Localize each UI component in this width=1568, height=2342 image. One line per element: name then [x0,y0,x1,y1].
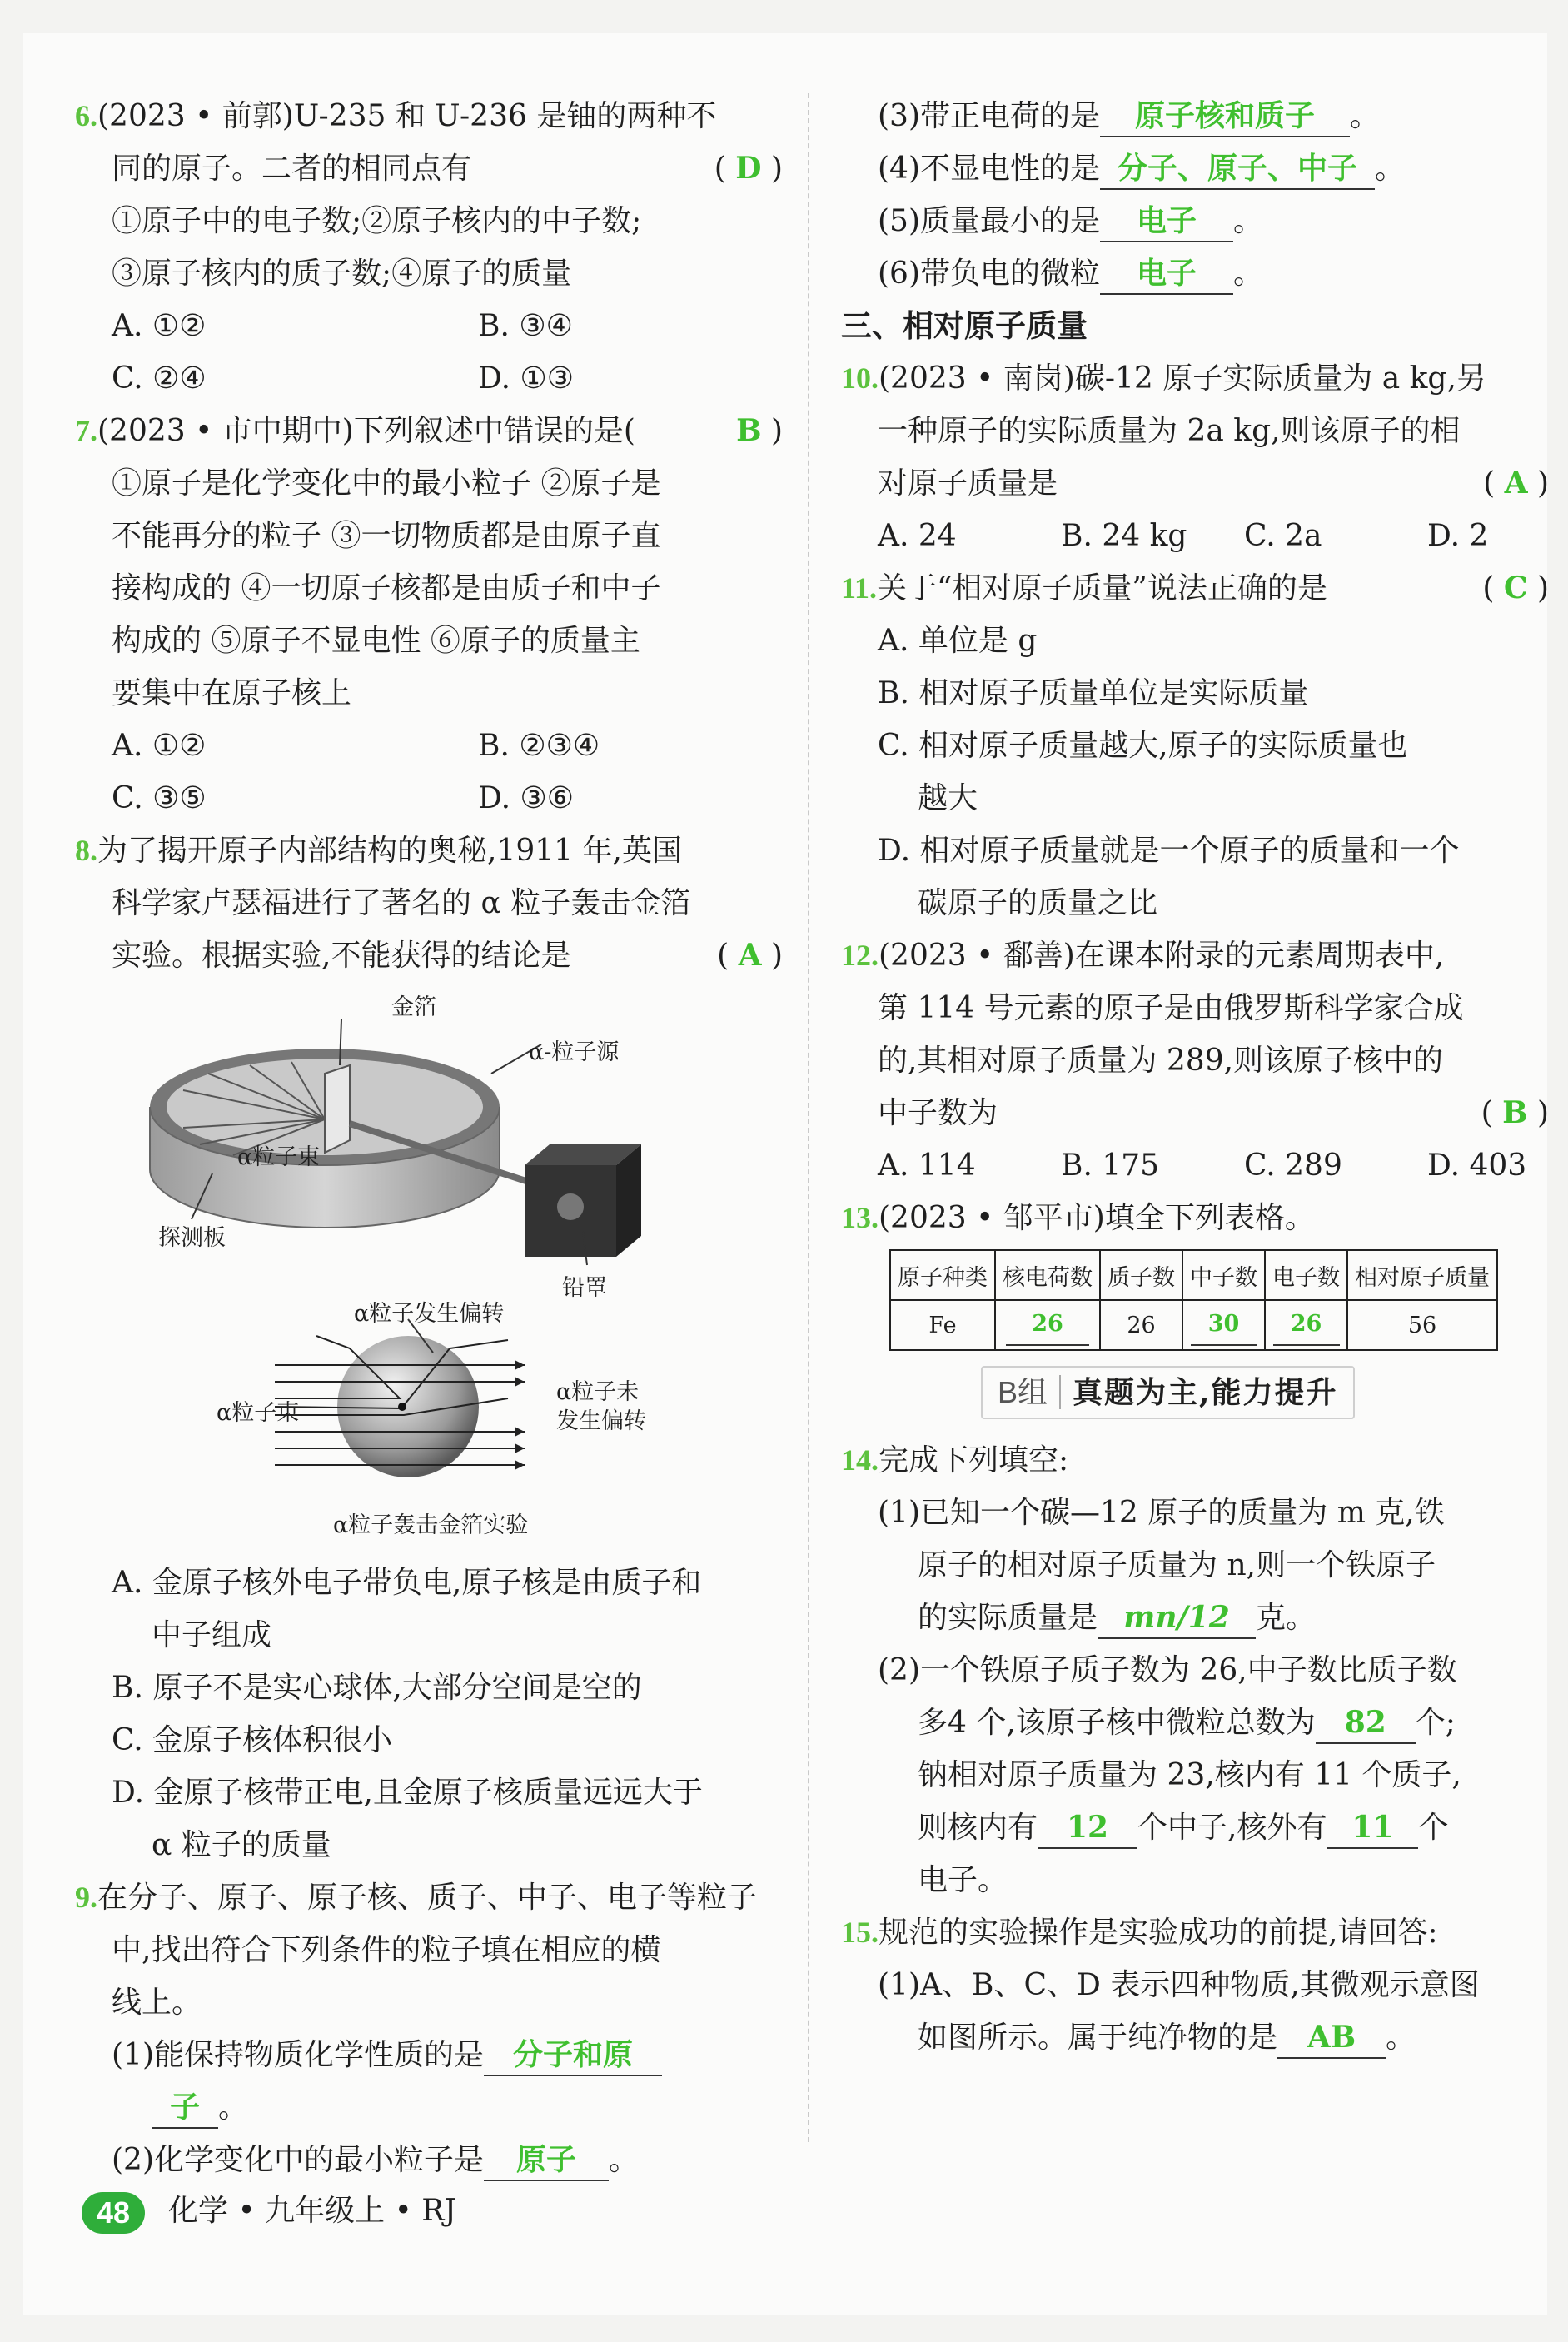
q14-p1-answer: mn/12 [1098,1597,1256,1639]
q9-p4-answer: 分子、原子、中子 [1100,148,1375,190]
q14-p2-answer2: 12 [1038,1807,1137,1849]
q14-p2-answer3: 11 [1327,1807,1418,1849]
q6-answer: D [735,151,762,186]
q9-p2-answer: 原子 [484,2140,609,2181]
q7-stem: 7.(2023 • 市中期中)下列叙述中错误的是( B ) [75,413,783,448]
q14-stem: 14.完成下列填空: [841,1443,1069,1477]
q10-stem: 10.(2023 • 南岗)碳-12 原子实际质量为 a kg,另 [841,361,1486,396]
q6-options: A. ①② B. ③④ [112,309,573,343]
table-header-row: 原子种类 核电荷数 质子数 中子数 电子数 相对原子质量 [890,1250,1497,1300]
q11-stem: 11.关于“相对原子质量”说法正确的是 ( C ) [841,571,1549,605]
column-divider [808,93,809,2142]
page-number: 48 [82,2192,145,2234]
q15-stem: 15.规范的实验操作是实验成功的前提,请回答: [841,1916,1438,1950]
q15-p1-answer: AB [1277,2017,1386,2059]
q10-options: A. 24 B. 24 kg C. 2a D. 2 [878,519,1489,553]
q12-answer: B [1502,1095,1528,1130]
q13-table [889,1249,1498,1351]
section-heading: 三、相对原子质量 [841,307,1088,344]
left-column: 6.(2023 • 前郭)U-235 和 U-236 是铀的两种不 同的原子。二者的相同点有 ( D ) ①原子中的电子数;②原子核内的中子数; ③原子核内的质子数;④原子的质量 A. ①② B. ③④ C. ②④ D. ①③ 7.(2023 • 市中期中)下列叙述中错误的是( B ) ①原子是化学变化中的最小粒子 ②原子是 不能再分的粒子 ③一切物质都是由原子直 接构成的 ④一切原子核都是由质子和中子 构成的 ⑤原子不显电性 ⑥原子的质量主 要集中在原子核上 A. ①② B. ②③④ C. ③⑤ D. ③⑥ 8.为了揭开原子内部结构的奥秘,1911 年,英国 科学家卢瑟福进行了著名的 α 粒子轰击金箔 实验。根据实验,不能获得的结论是 ( A ) 金箔 α-粒子源 α粒子束 探测板 铅罩 α粒子发生偏转 α粒子束 α粒子未 发生偏转 α粒子轰击金箔实验 A. 金原子核外电子带负电,原子核是由质子和 中子组成 B. 原子不是实心球体,大部分空间是空的 C. 金原子核体积很小 D. 金原子核带正电,且金原子核质量远远大于 α 粒子的质量 9.在分子、原子、原子核、质子、中子、电子等粒子 中,找出符合下列条件的粒子填在相应的横 线上。 (1)能保持物质化学性质的是 分子和原 子 。 (2)化学变化中的最小粒子是 原子 。 [75,90,783,2186]
q9-stem: 9.在分子、原子、原子核、质子、中子、电子等粒子 [75,1881,758,1915]
q11-answer: C [1503,571,1528,605]
q9-p3-answer: 原子核和质子 [1100,96,1350,137]
q7-answer: B [736,413,762,448]
right-column: (3)带正电荷的是 原子核和质子 。 (4)不显电性的是 分子、原子、中子 。 (5)质量最小的是 电子 。 (6)带负电的微粒 电子 。 三、相对原子质量 10.(2023 • 南岗)碳-12 原子实际质量为 a kg,另 一种原子的实际质量为 2a kg,则该原子的相 对原子质量是 ( A ) A. 24 B. 24 kg C. 2a D. 2 11.关于“相对原子质量”说法正确的是 ( C ) A. 单位是 g B. 相对原子质量单位是实际质量 C. 相对原子质量越大,原子的实际质量也 越大 D. 相对原子质量就是一个原子的质量和一个 碳原子的质量之比 12.(2023 • 鄱善)在课本附录的元素周期表中, 第 114 号元素的原子是由俄罗斯科学家合成 的,其相对原子质量为 289,则该原子核中的 中子数为 ( B ) A. 114 B. 175 C. 289 D. 403 13.(2023 • 邹平市)填全下列表格。 原子种类 核电荷数 质子数 中子数 电子数 相对原子质量 Fe 26 26 30 26 56 B组 真题为主,能力提升 14.完成下列填空: (1)已知一个碳—12 原子的质量为 m 克,铁 原子的相对原子质量为 n,则一个铁原子 的实际质量是 mn/12 克。 (2)一个铁原子质子数为 26,中子数比质子数 多4 个,该原子核中微粒总数为 82 个; 钠相对原子质量为 23,核内有 11 个质子, 则核内有 12 个中子,核外有 11 个 电子。 15.规范的实验操作是实验成功的前提,请回答: (1)A、B、C、D 表示四种物质,其微观示意图 如图所示。属于纯净物的是 AB 。 [841,90,1549,2064]
q12-options: A. 114 B. 175 C. 289 D. 403 [878,1149,1527,1183]
q9-p5-answer: 电子 [1100,201,1233,242]
q6-stem: 6.(2023 • 前郭)U-235 和 U-236 是铀的两种不 [75,99,717,133]
page-footer [82,2186,456,2236]
group-b-badge: B组 真题为主,能力提升 [981,1366,1355,1419]
q9-p6-answer: 电子 [1100,253,1233,295]
q8-stem: 8.为了揭开原子内部结构的奥秘,1911 年,英国 [75,834,682,868]
q8-answer: A [738,938,762,973]
q7-options: A. ①② B. ②③④ [112,729,600,763]
answer-bracket: ( D ) [714,151,783,186]
book-title: 化学 • 九年级上 • RJ [168,2194,456,2228]
q10-answer: A [1504,466,1528,501]
rutherford-experiment-figure: 金箔 α-粒子源 α粒子束 探测板 铅罩 α粒子发生偏转 α粒子束 α粒子未 发生偏转 α粒子轰击金箔实验 [75,982,783,1557]
gold-foil-apparatus-illustration [75,982,783,1557]
q13-stem: 13.(2023 • 邹平市)填全下列表格。 [841,1201,1315,1235]
table-row: Fe 26 26 30 26 56 [890,1300,1497,1350]
q12-stem: 12.(2023 • 鄱善)在课本附录的元素周期表中, [841,939,1445,973]
q14-p2-answer1: 82 [1316,1702,1416,1744]
q9-p1-answer: 分子和原 [484,2035,662,2076]
